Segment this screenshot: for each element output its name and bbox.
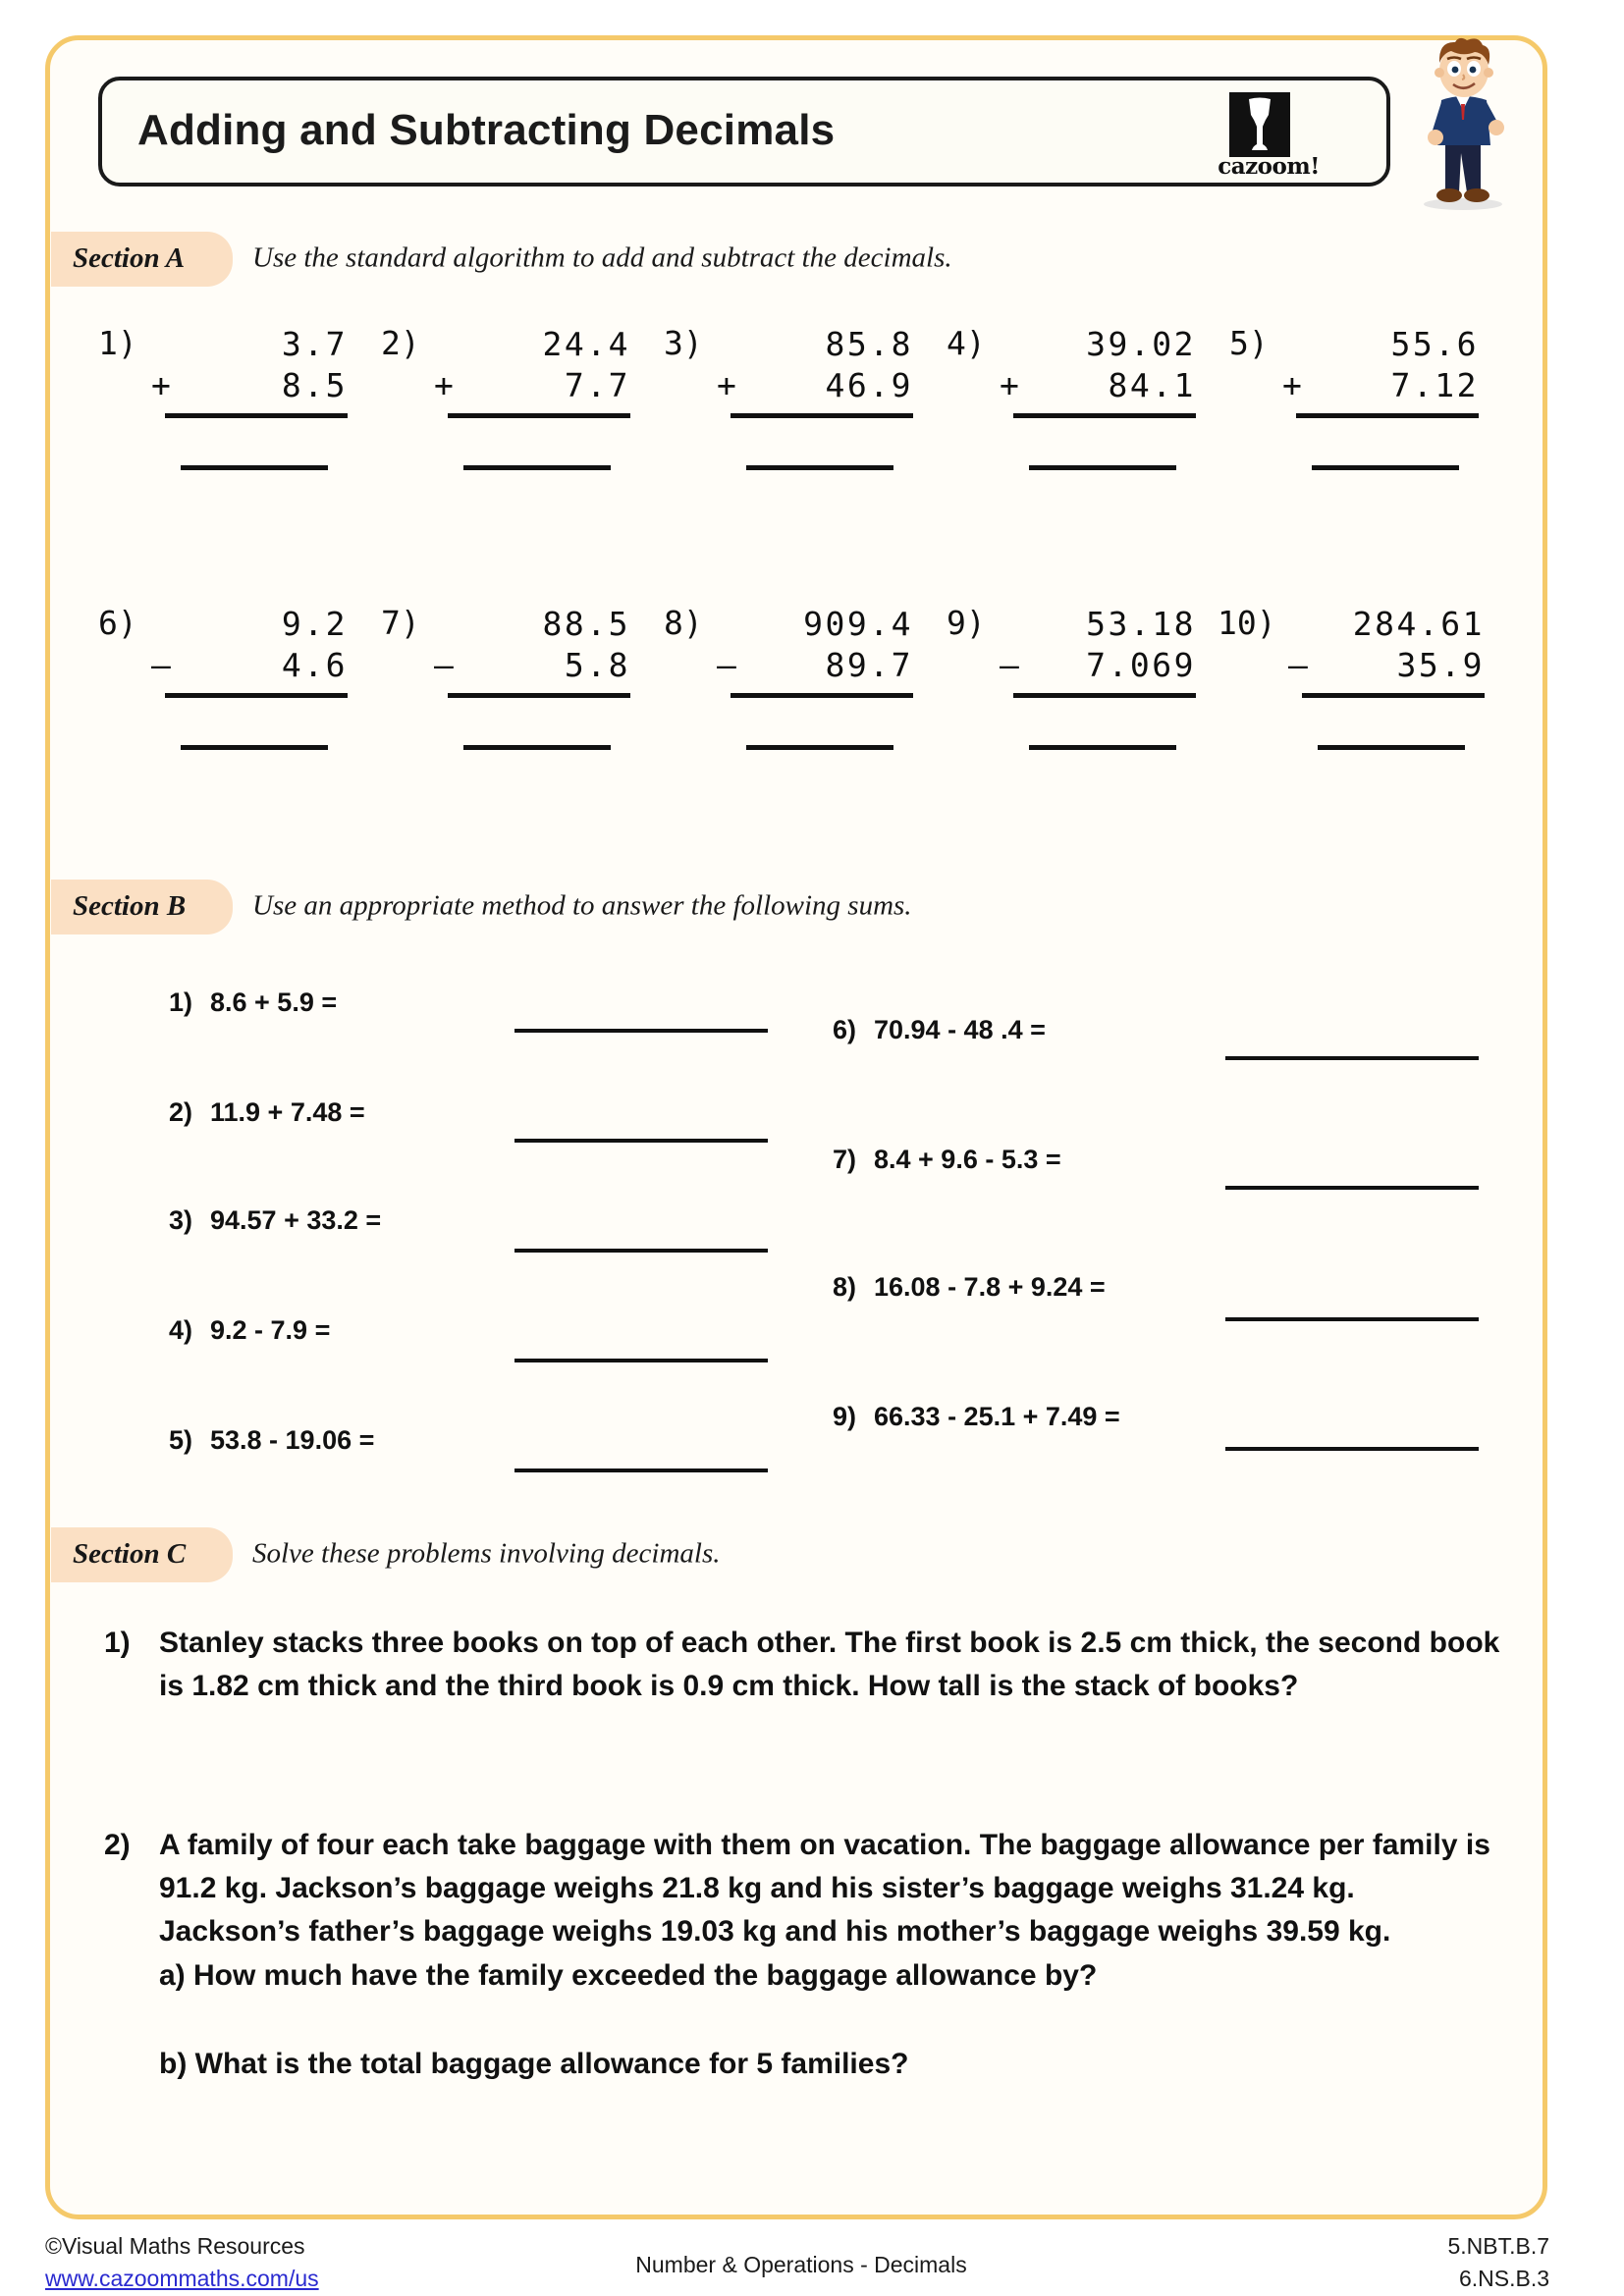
operand-top: 88.5: [542, 605, 630, 643]
operator: –: [434, 646, 457, 685]
item-number: 2): [169, 1097, 193, 1127]
section-b-item-4: [169, 1315, 330, 1346]
page-footer: [45, 2230, 1557, 2295]
operand-bottom: 5.8: [564, 646, 630, 685]
operand-top: 9.2: [281, 605, 348, 643]
section-b-item-7: [833, 1145, 1061, 1175]
item-expression: 9.2 - 7.9 =: [210, 1315, 331, 1345]
operand-top: 55.6: [1390, 325, 1479, 363]
sum-rule: [731, 413, 913, 418]
item-number: 1): [169, 988, 193, 1017]
problem-number: 2): [381, 324, 420, 362]
problem-number: 1): [98, 324, 137, 362]
sum-rule: [1302, 693, 1485, 698]
section-a-pill: [51, 232, 233, 287]
operator: –: [151, 646, 174, 685]
item-number: 9): [833, 1402, 857, 1431]
section-c-instruction: Solve these problems involving decimals.: [252, 1537, 721, 1570]
question-number: 1): [104, 1627, 131, 1659]
problem-number: 6): [98, 604, 137, 642]
section-c-question-1: [104, 1622, 1502, 1708]
section-a-label: Section A: [73, 241, 186, 274]
operand-top: 53.18: [1086, 605, 1196, 643]
problem-number: 8): [664, 604, 703, 642]
operand-top: 85.8: [825, 325, 913, 363]
standard-primary: 5.NBT.B.7: [1447, 2233, 1549, 2259]
sum-rule: [165, 413, 348, 418]
section-b-label: Section B: [73, 889, 187, 922]
section-c-header: [51, 1527, 1524, 1582]
problem-number: 9): [947, 604, 986, 642]
cazoom-vase-icon: [1243, 97, 1276, 152]
section-b-item-2: [169, 1097, 365, 1128]
item-expression: 11.9 + 7.48 =: [210, 1097, 365, 1127]
answer-line[interactable]: [463, 745, 611, 750]
answer-line[interactable]: [1318, 745, 1465, 750]
sum-rule: [1013, 693, 1196, 698]
question-number: 2): [104, 1829, 131, 1861]
section-b-pill: [51, 880, 233, 934]
section-b-item-3: [169, 1205, 381, 1236]
operand-top: 39.02: [1086, 325, 1196, 363]
operator: +: [1000, 366, 1022, 405]
section-b-item-6: [833, 1015, 1046, 1045]
operator: +: [434, 366, 457, 405]
operand-bottom: 8.5: [281, 366, 348, 405]
operand-bottom: 7.7: [564, 366, 630, 405]
cazoom-logo-text: cazoom!: [1218, 153, 1320, 180]
operator: +: [717, 366, 739, 405]
answer-blank-b4[interactable]: [514, 1359, 768, 1362]
answer-blank-b5[interactable]: [514, 1468, 768, 1472]
operator: –: [1288, 646, 1311, 685]
item-expression: 8.6 + 5.9 =: [210, 988, 338, 1017]
answer-line[interactable]: [463, 465, 611, 470]
problem-number: 10): [1218, 604, 1276, 642]
sum-rule: [448, 413, 630, 418]
item-number: 3): [169, 1205, 193, 1235]
answer-blank-b6[interactable]: [1225, 1056, 1479, 1060]
sum-rule: [165, 693, 348, 698]
operand-top: 284.61: [1352, 605, 1485, 643]
question-text: Stanley stacks three books on top of each other. The first book is 2.5 cm thick, the second book is 1.82 cm thick and the third book is 0.9 cm thick. How tall is the stack of books?: [159, 1627, 1500, 1702]
sum-rule: [1013, 413, 1196, 418]
operand-bottom: 84.1: [1108, 366, 1196, 405]
sum-rule: [731, 693, 913, 698]
cazoom-logo: [1200, 92, 1337, 183]
operand-bottom: 4.6: [281, 646, 348, 685]
operand-bottom: 7.12: [1390, 366, 1479, 405]
footer-standards: [1447, 2230, 1549, 2296]
item-expression: 53.8 - 19.06 =: [210, 1425, 375, 1455]
section-b-item-1: [169, 988, 337, 1018]
item-number: 4): [169, 1315, 193, 1345]
operator: –: [717, 646, 739, 685]
footer-website-link[interactable]: www.cazoommaths.com/us: [45, 2266, 319, 2292]
item-expression: 8.4 + 9.6 - 5.3 =: [874, 1145, 1061, 1174]
section-c-pill: [51, 1527, 233, 1582]
answer-blank-b9[interactable]: [1225, 1447, 1479, 1451]
section-c-label: Section C: [73, 1537, 187, 1570]
operator: +: [151, 366, 174, 405]
answer-line[interactable]: [181, 745, 328, 750]
mascot-student-icon: [1406, 35, 1522, 210]
answer-blank-b2[interactable]: [514, 1139, 768, 1143]
section-c-question-2: [104, 1824, 1502, 2086]
answer-line[interactable]: [746, 465, 893, 470]
answer-line[interactable]: [1029, 745, 1176, 750]
item-number: 6): [833, 1015, 857, 1044]
answer-line[interactable]: [181, 465, 328, 470]
answer-line[interactable]: [746, 745, 893, 750]
item-number: 7): [833, 1145, 857, 1174]
sum-rule: [448, 693, 630, 698]
answer-blank-b1[interactable]: [514, 1029, 768, 1033]
problem-number: 3): [664, 324, 703, 362]
page-title: Adding and Subtracting Decimals: [137, 106, 836, 154]
section-b-item-9: [833, 1402, 1120, 1432]
item-number: 8): [833, 1272, 857, 1302]
problem-number: 4): [947, 324, 986, 362]
operator: –: [1000, 646, 1022, 685]
section-b-item-5: [169, 1425, 374, 1456]
item-expression: 16.08 - 7.8 + 9.24 =: [874, 1272, 1106, 1302]
answer-blank-b7[interactable]: [1225, 1186, 1479, 1190]
section-a-instruction: Use the standard algorithm to add and subtract the decimals.: [252, 241, 952, 274]
answer-line[interactable]: [1312, 465, 1459, 470]
worksheet-title-bar: [98, 77, 1390, 187]
operand-bottom: 35.9: [1396, 646, 1485, 685]
operand-top: 24.4: [542, 325, 630, 363]
problem-number: 5): [1229, 324, 1269, 362]
sum-rule: [1296, 413, 1479, 418]
section-a-header: [51, 232, 1524, 287]
item-expression: 66.33 - 25.1 + 7.49 =: [874, 1402, 1120, 1431]
question-2-part-a: a) How much have the family exceeded the baggage allowance by?: [159, 1959, 1098, 1993]
answer-line[interactable]: [1029, 465, 1176, 470]
footer-copyright: ©Visual Maths Resources: [45, 2233, 305, 2259]
operand-bottom: 7.069: [1086, 646, 1196, 685]
question-text: A family of four each take baggage with them on vacation. The baggage allowance per family is 91.2 kg. Jackson’s baggage weighs 21.8 kg and his sister’s baggage weighs 31.24 kg. Jackson’s father’s baggage weighs 19.03 kg and his mother’s baggage weighs 39.59 kg.: [159, 1829, 1490, 1948]
section-b-item-8: [833, 1272, 1106, 1303]
question-2-part-b: b) What is the total baggage allowance for 5 families?: [159, 2048, 909, 2081]
problem-number: 7): [381, 604, 420, 642]
operand-top: 909.4: [803, 605, 913, 643]
section-b-header: [51, 880, 1524, 934]
item-expression: 70.94 - 48 .4 =: [874, 1015, 1046, 1044]
standard-secondary: 6.NS.B.3: [1458, 2266, 1549, 2292]
section-b-instruction: Use an appropriate method to answer the following sums.: [252, 889, 912, 922]
item-expression: 94.57 + 33.2 =: [210, 1205, 382, 1235]
operand-bottom: 46.9: [825, 366, 913, 405]
answer-blank-b3[interactable]: [514, 1249, 768, 1253]
cazoom-logo-mark: [1229, 92, 1290, 157]
item-number: 5): [169, 1425, 193, 1455]
footer-topic: Number & Operations - Decimals: [635, 2252, 967, 2277]
operator: +: [1282, 366, 1305, 405]
operand-top: 3.7: [281, 325, 348, 363]
operand-bottom: 89.7: [825, 646, 913, 685]
answer-blank-b8[interactable]: [1225, 1317, 1479, 1321]
